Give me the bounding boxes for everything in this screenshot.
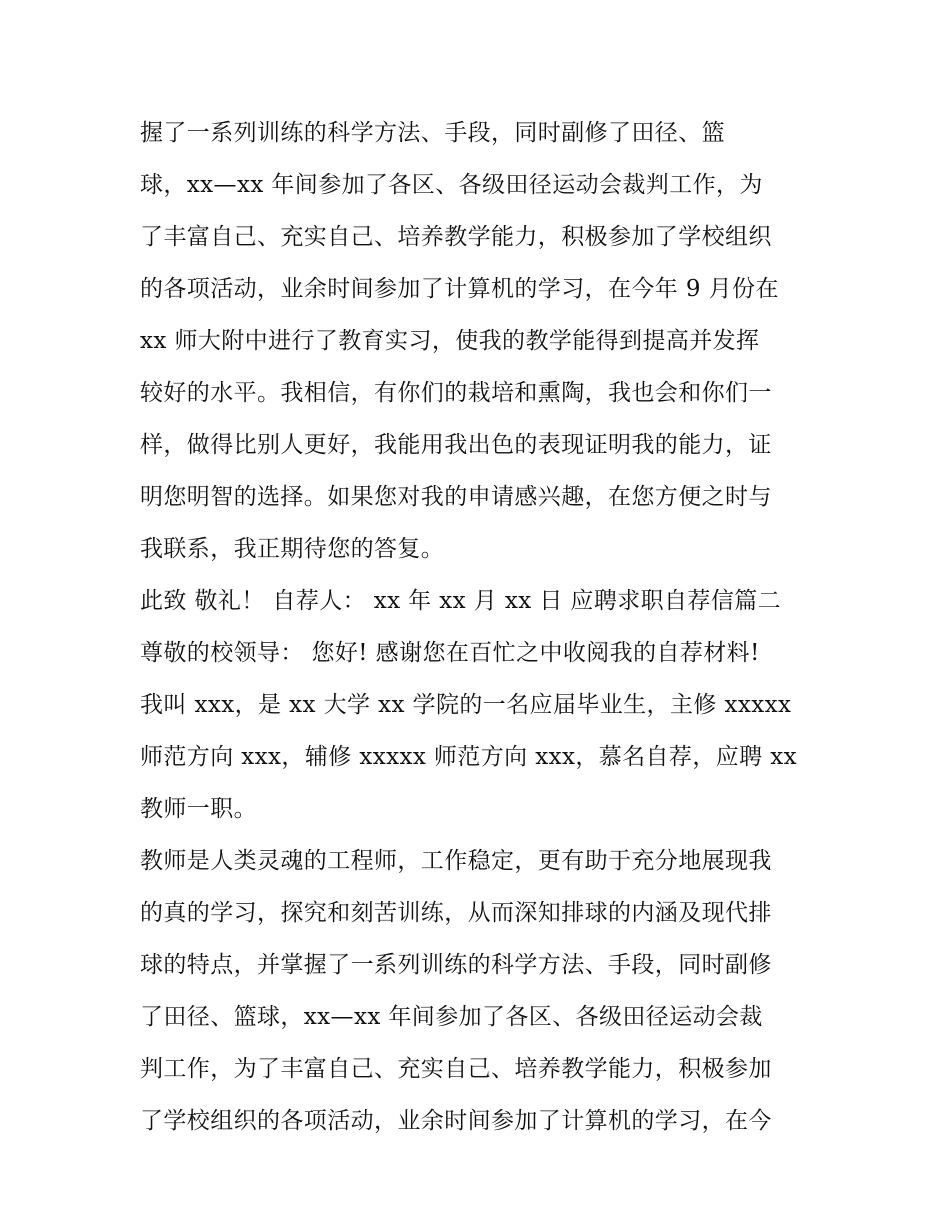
text-line: 我叫 xxx，是 xx 大学 xx 学院的一名应届毕业生，主修 xxxxx [140,692,792,718]
text-line: 球，xx—xx 年间参加了各区、各级田径运动会裁判工作，为 [140,172,763,198]
text-line: 了田径、篮球，xx—xx 年间参加了各区、各级田径运动会裁 [140,1004,763,1030]
text-line: xx 师大附中进行了教育实习，使我的教学能得到提高并发挥 [140,328,760,354]
text-line: 的真的学习，探究和刻苦训练，从而深知排球的内涵及现代排 [140,900,772,926]
text-line: 球的特点，并掌握了一系列训练的科学方法、手段，同时副修 [140,952,772,978]
text-line: 此致 敬礼！ 自荐人： xx 年 xx 月 xx 日 应聘求职自荐信篇二 [140,588,782,614]
letter-body-text [140,107,820,1147]
text-line: 教师一职。 [140,796,257,822]
text-line: 教师是人类灵魂的工程师，工作稳定，更有助于充分地展现我 [140,848,772,874]
text-line: 样，做得比别人更好，我能用我出色的表现证明我的能力，证 [140,432,772,458]
text-line: 的各项活动，业余时间参加了计算机的学习，在今年 9 月份在 [140,276,779,302]
text-line: 尊敬的校领导： 您好! 感谢您在百忙之中收阅我的自荐材料! [140,640,760,666]
text-line: 判工作，为了丰富自己、充实自己、培养教学能力，积极参加 [140,1056,772,1082]
text-line: 了丰富自己、充实自己、培养教学能力，积极参加了学校组织 [140,224,772,250]
text-line: 了学校组织的各项活动，业余时间参加了计算机的学习，在今 [140,1108,772,1134]
text-line: 师范方向 xxx，辅修 xxxxx 师范方向 xxx，慕名自荐，应聘 xx [140,744,797,770]
text-line: 明您明智的选择。如果您对我的申请感兴趣，在您方便之时与 [140,484,772,510]
text-line: 握了一系列训练的科学方法、手段，同时副修了田径、篮 [140,120,725,146]
text-line: 我联系，我正期待您的答复。 [140,536,445,562]
text-line: 较好的水平。我相信，有你们的栽培和熏陶，我也会和你们一 [140,380,772,406]
